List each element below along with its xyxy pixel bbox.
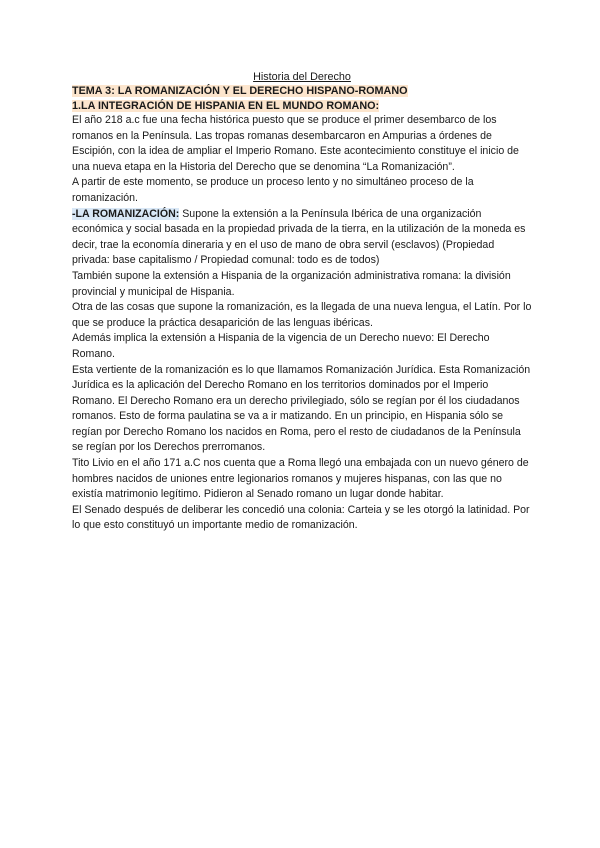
paragraph-1: El año 218 a.c fue una fecha histórica puesto que se produce el primer desembarco de los romanos en la Península. Las tropas romanas desembarcaron en Ampurias a órdenes de Escipión, con la idea de ampliar el Imperio Romano. Este acontecimiento constituye el inicio de una nueva etapa en la Historia del Derecho que se denomina “La Romanización”. [72,114,519,173]
topic-title-text: TEMA 3: LA ROMANIZACIÓN Y EL DERECHO HISPANO-ROMANO [72,85,408,97]
paragraph-6: Además implica la extensión a Hispania de la vigencia de un Derecho nuevo: El Derecho Romano. [72,332,490,360]
paragraph-3 [72,207,532,269]
document-page [72,70,532,534]
section-title-text: 1.LA INTEGRACIÓN DE HISPANIA EN EL MUNDO ROMANO: [72,99,380,112]
romanizacion-label: -LA ROMANIZACIÓN: [72,207,180,220]
paragraph-4: También supone la extensión a Hispania de la organización administrativa romana: la división provincial y municipal de Hispania. [72,269,511,298]
document-header-title: Historia del Derecho [253,71,351,83]
topic-title [72,84,532,99]
paragraph-2: A partir de este momento, se produce un proceso lento y no simultáneo proceso de la romanización. [72,176,474,204]
paragraph-7: Esta vertiente de la romanización es lo que llamamos Romanización Jurídica. Esta Romanización Jurídica es la aplicación del Derecho Romano en los territorios dominados por el Imperio Romano. El Derecho Romano era un derecho privilegiado, sólo se regían por él los ciudadanos romanos. Esto de forma paulatina se va a ir matizando. En un principio, en Hispania sólo se regían por Derecho Romano los nacidos en Roma, pero el resto de ciudadanos de la Península se regían por los Derechos prerromanos. [72,363,531,454]
paragraph-5: Otra de las cosas que supone la romanización, es la llegada de una nueva lengua, el Latín. Por lo que se produce la práctica desaparición de las lenguas ibéricas. [72,301,532,329]
romanizacion-definition: Supone la extensión a la Península Ibérica de una organización económica y social basada en la propiedad privada de la tierra, en la utilización de la moneda es decir, trae la economía dineraria y en el uso de mano de obra servil (esclavos) (Propiedad privada: base capitalismo / Propiedad comunal: todo es de todos) [72,207,526,267]
section-title [72,99,532,114]
paragraph-9: El Senado después de deliberar les concedió una colonia: Carteia y se les otorgó la latinidad. Por lo que esto constituyó un importante medio de romanización. [72,503,530,532]
paragraph-8: Tito Livio en el año 171 a.C nos cuenta que a Roma llegó una embajada con un nuevo género de hombres nacidos de uniones entre legionarios romanos y mujeres hispanas, con las que no existía matrimonio legítimo. Pidieron al Senado romano un lugar donde habitar. [72,457,529,501]
